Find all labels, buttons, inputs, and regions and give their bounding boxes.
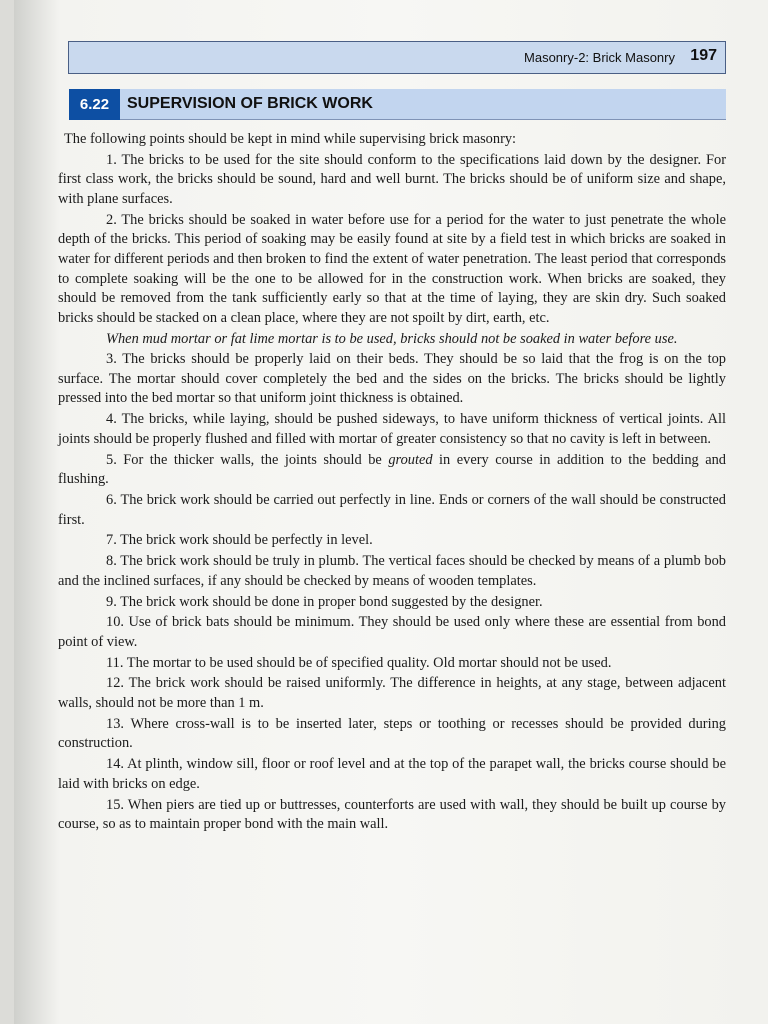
point-13: 13. Where cross-wall is to be inserted later, steps or toothing or recesses should be provided during construction. [58,715,726,752]
section-heading [69,89,726,120]
section-body [58,130,726,836]
point-9: 9. The brick work should be done in proper bond suggested by the designer. [106,593,543,610]
point-15: 15. When piers are tied up or buttresses, counterforts are used with wall, they should be built up course by course, so as to maintain proper bond with the main wall. [58,796,726,833]
point-4: 4. The bricks, while laying, should be pushed sideways, to have uniform thickness of vertical joints. All joints should be properly flushed and filled with mortar of greater consistency so that no cavity is left in between. [58,411,726,447]
running-header [68,41,726,74]
point-10: 10. Use of brick bats should be minimum. They should be used only where these are essential from bond point of view. [58,614,726,650]
point-11: 11. The mortar to be used should be of specified quality. Old mortar should not be used. [106,654,612,671]
point-2: 2. The bricks should be soaked in water before use for a period for the water to just penetrate the whole depth of the bricks. This period of soaking may be easily found at site by a field test in which bricks are soaked in water for different periods and then broken to find the extent of water penetration. The least period that corresponds to complete soaking will be the one to be allowed for in the construction work. When bricks are soaked, they should be removed from the tank sufficiently early so that at the time of laying, they are skin dry. Such soaked bricks should be stacked on a clean place, where they are not spoilt by dirt, earth, etc. [58,211,726,326]
running-title: Masonry-2: Brick Masonry [524,50,675,65]
section-title: SUPERVISION OF BRICK WORK [127,95,373,112]
point-5-text-end: in every course in addition to the bedding and flushing. [58,451,727,488]
point-7: 7. The brick work should be perfectly in level. [106,532,373,549]
point-12: 12. The brick work should be raised uniformly. The difference in heights, at any stage, between adjacent walls, should not be more than 1 m. [58,675,726,712]
soaking-note: When mud mortar or fat lime mortar is to be used, bricks should not be soaked in water before use. [106,330,678,347]
book-page [14,0,768,1024]
point-1: 1. The bricks to be used for the site should conform to the specifications laid down by the designer. For first class work, the bricks should be sound, hard and well burnt. The bricks should be of uniform size and shape, with plane surfaces. [58,151,726,207]
point-14: 14. At plinth, window sill, floor or roof level and at the top of the parapet wall, the bricks course should be laid with bricks on edge. [58,756,726,792]
point-8: 8. The brick work should be truly in plumb. The vertical faces should be checked by means of a plumb bob and the inclined surfaces, if any should be checked by means of wooden templates. [58,553,726,589]
section-number: 6.22 [69,89,120,120]
point-5 [58,451,726,490]
point-5-text-start: 5. For the thicker walls, the joints should be [106,451,389,468]
page-number: 197 [690,47,717,64]
intro-paragraph: The following points should be kept in mind while supervising brick masonry: [64,131,517,147]
point-6: 6. The brick work should be carried out perfectly in line. Ends or corners of the wall should be constructed first. [58,492,726,528]
point-3: 3. The bricks should be properly laid on their beds. They should be so laid that the frog is on the top surface. The mortar should cover completely the bed and the sides on the bricks. The bricks should be lightly pressed into the bed mortar so that uniform joint thickness is obtained. [58,351,726,407]
point-5-emphasis: grouted [388,451,433,468]
